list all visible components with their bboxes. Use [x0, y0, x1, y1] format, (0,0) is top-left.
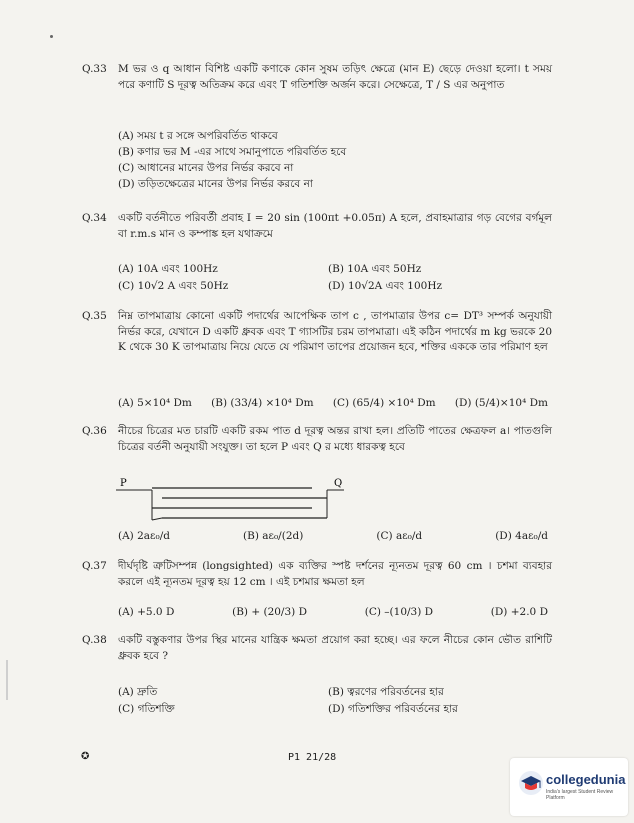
- question-number: Q.35: [82, 310, 107, 322]
- question-number: Q.38: [82, 634, 107, 646]
- option-d: (D) +2.0 D: [490, 606, 548, 618]
- option-b: (B) (33/4) ×10⁴ Dm: [211, 397, 314, 409]
- option-b: (B) 10A এবং 50Hz: [328, 263, 422, 275]
- question-38: [82, 633, 552, 664]
- wire-link: [152, 518, 162, 520]
- question-number: Q.33: [82, 63, 107, 75]
- option-c: (C) aε₀/d: [376, 530, 423, 542]
- option-d: (D) 10√2A এবং 100Hz: [328, 280, 443, 292]
- graduation-cap-icon: [518, 770, 544, 796]
- footer-mark-icon: ✪: [81, 751, 90, 762]
- option-a: (A) +5.0 D: [118, 606, 175, 618]
- question-number: Q.37: [82, 560, 107, 572]
- option-c: (C) 10√2 A এবং 50Hz: [118, 280, 229, 292]
- option-a: (A) 5×10⁴ Dm: [118, 397, 192, 409]
- scan-speck: [50, 35, 53, 38]
- question-33: [82, 62, 552, 93]
- options-35: [118, 397, 548, 409]
- label-q: Q: [334, 478, 343, 489]
- logo-name: collegedunia: [546, 772, 626, 787]
- page-number: P1 21/28: [288, 752, 337, 763]
- options-38: [118, 684, 538, 718]
- option-a: (A) দ্রুতি: [118, 686, 158, 698]
- question-number: Q.36: [82, 425, 107, 437]
- option-a: (A) 10A এবং 100Hz: [118, 263, 218, 275]
- option-a: (A) 2aε₀/d: [118, 530, 170, 542]
- capacitor-plates-diagram: [112, 470, 372, 528]
- question-36: [82, 424, 552, 455]
- option-b: (B) + (20/3) D: [232, 606, 308, 618]
- option-b: (B) কণার ভর M -এর সাথে সমানুপাতে পরিবর্তিত হবে: [118, 146, 347, 158]
- option-b: (B) ত্বরণের পরিবর্তনের হার: [328, 686, 444, 698]
- options-37: [118, 606, 548, 618]
- label-p: P: [120, 478, 127, 489]
- options-36: [118, 530, 548, 542]
- question-34: [82, 211, 552, 242]
- question-text: নিম্ন তাপমাত্রায় কোনো একটি পদার্থের আপেক্ষিক তাপ c , তাপমাত্রার উপর c= DT³ সম্পর্ক অনুযায়ী নির্ভর করে, যেখানে D একটি ধ্রুবক এবং T গ্যাসটির চরম তাপমাত্রা। এই কঠিন পদার্থের m kg ভরকে 20 K থেকে 30 K তাপমাত্রায় নিয়ে যেতে যে পরিমাণ তাপের প্রয়োজন হবে, শক্তির এককে তার পরিমাণ হল: [118, 310, 552, 353]
- question-37: [82, 559, 552, 590]
- question-text: একটি বর্তনীতে পরিবর্তী প্রবাহ I = 20 sin (100πt +0.05π) A হলে, প্রবাহমাত্রার গড় বেগের বর্গমূল বা r.m.s মান ও কম্পাঙ্ক হল যথাক্রমে: [118, 212, 552, 240]
- option-d: (D) তড়িতক্ষেত্রের মানের উপর নির্ভর করবে না: [118, 178, 313, 190]
- option-b: (B) aε₀/(2d): [243, 530, 304, 542]
- question-text: দীর্ঘদৃষ্টি ত্রুটিসম্পন্ন (longsighted) এক ব্যক্তির স্পষ্ট দর্শনের ন্যূনতম দূরত্ব 60 cm । চশমা ব্যবহার করলে এই ন্যূনতম দূরত্ব হয় 12 cm । এই চশমার ক্ষমতা হল: [118, 560, 552, 588]
- option-a: (A) সময় t র সঙ্গে অপরিবর্তিত থাকবে: [118, 130, 278, 142]
- logo-tagline: India's largest Student Review Platform: [546, 789, 614, 801]
- options-34: [118, 261, 538, 295]
- scan-edge: [6, 660, 8, 700]
- option-c: (C) গতিশক্তি: [118, 703, 175, 715]
- option-c: (C) (65/4) ×10⁴ Dm: [332, 397, 436, 409]
- question-text: নীচের চিত্রের মত চারটি একটি রকম পাত d দূরত্ব অন্তর রাখা হল। প্রতিটি পাতের ক্ষেত্রফল a। পাতগুলি চিত্রের বর্তনী অনুযায়ী সংযুক্ত। তা হলে P এবং Q র মধ্যে ধারকত্ব হবে: [118, 425, 552, 453]
- option-d: (D) 4aε₀/d: [495, 530, 548, 542]
- option-c: (C) –(10/3) D: [364, 606, 434, 618]
- collegedunia-logo[interactable]: [510, 758, 628, 816]
- option-c: (C) আধানের মানের উপর নির্ভর করবে না: [118, 162, 294, 174]
- question-text: M ভর ও q আধান বিশিষ্ট একটি কণাকে কোন সুষম তড়িৎ ক্ষেত্রে (মান E) ছেড়ে দেওয়া হলো। t সময় পরে কণাটি S দূরত্ব অতিক্রম করে এবং T গতিশক্তি অর্জন করে। সেক্ষেত্রে, T / S এর অনুপাত: [118, 63, 552, 91]
- question-number: Q.34: [82, 212, 107, 224]
- option-d: (D) গতিশক্তির পরিবর্তনের হার: [328, 703, 458, 715]
- options-33: [118, 128, 346, 192]
- question-35: [82, 309, 552, 356]
- option-d: (D) (5/4)×10⁴ Dm: [454, 397, 548, 409]
- question-text: একটি বস্তুকণার উপর স্থির মানের যান্ত্রিক ক্ষমতা প্রয়োগ করা হচ্ছে। এর ফলে নীচের কোন ভৌত রাশিটি ধ্রুবক হবে ?: [118, 634, 552, 662]
